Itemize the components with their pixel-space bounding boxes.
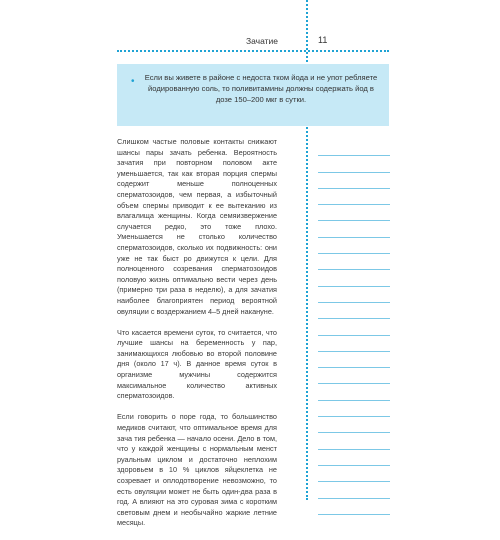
note-line — [318, 173, 390, 189]
note-line — [318, 417, 390, 433]
main-text-column — [117, 137, 277, 540]
note-line — [318, 433, 390, 449]
paragraph: Если говорить о поре года, то большинство медиков считают, что оптимальное время для зача тия ребенка — начало осени. Дело в том, что у каждой женщины с нормальным менст руальным циклом и достаточно неплохим здоровьем в 10 % циклов яйцеклетка не созревает и оплодотворение невозможно, то есть овуляции может не быть один-два раза в год. А влияют на это суровая зима с коротким световым днем и необычайно жаркие летние месяцы. — [117, 412, 277, 528]
note-line — [318, 303, 390, 319]
vertical-dotted-divider-top — [306, 0, 308, 62]
note-line — [318, 319, 390, 335]
note-line — [318, 450, 390, 466]
note-line — [318, 238, 390, 254]
note-line — [318, 482, 390, 498]
paragraph: Слишком частые половые контакты снижают шансы пары зачать ребенка. Вероятность зачатия при повторном половом акте уменьшается, так как вторая порция спермы содержит меньше полноценных сперматозоидов, чем первая, а избыточный объем спермы приводит к ее вытеканию из влагалища женщины. Когда семяизвержение случается редко, это тоже плохо. Уменьшается не столько количество сперматозоидов, сколько их подвижность: они уже не так быст ро движутся к цели. Для полноценного созревания сперматозоидов половую жизнь оптимально вести через день (примерно три раза в неделю), а для зачатия наиболее благоприятен период вероятной овуляции с воздержанием 4–5 дней накануне. — [117, 137, 277, 316]
note-line — [318, 384, 390, 400]
callout-box — [117, 64, 389, 126]
running-header-title: Зачатие — [246, 36, 279, 46]
note-line — [318, 189, 390, 205]
note-line — [318, 499, 390, 515]
notes-lines-area — [318, 140, 390, 515]
note-line — [318, 466, 390, 482]
note-line — [318, 221, 390, 237]
paragraph: Что касается времени суток, то считается, что лучшие шансы на беременность у пар, занимающихся любовью во второй половине дня (около 17 ч). В данное время суток в организме мужчины содержится максимальное количество активных сперматозоидов. — [117, 327, 277, 401]
note-line — [318, 401, 390, 417]
note-line — [318, 368, 390, 384]
vertical-dotted-divider-bottom — [306, 116, 308, 500]
page-number: 11 — [318, 35, 328, 45]
callout-text: Если вы живете в районе с недоста тком йода и не упот ребляете йодированную соль, то поливитамины должны содержать йод в дозе 150–200 мкг в сутки. — [144, 73, 378, 104]
note-line — [318, 254, 390, 270]
note-line — [318, 270, 390, 286]
note-line — [318, 336, 390, 352]
header-dotted-rule — [117, 50, 389, 52]
note-line — [318, 156, 390, 172]
note-line — [318, 352, 390, 368]
note-line — [318, 287, 390, 303]
note-line — [318, 205, 390, 221]
bullet-icon: • — [131, 76, 135, 87]
note-line — [318, 140, 390, 156]
